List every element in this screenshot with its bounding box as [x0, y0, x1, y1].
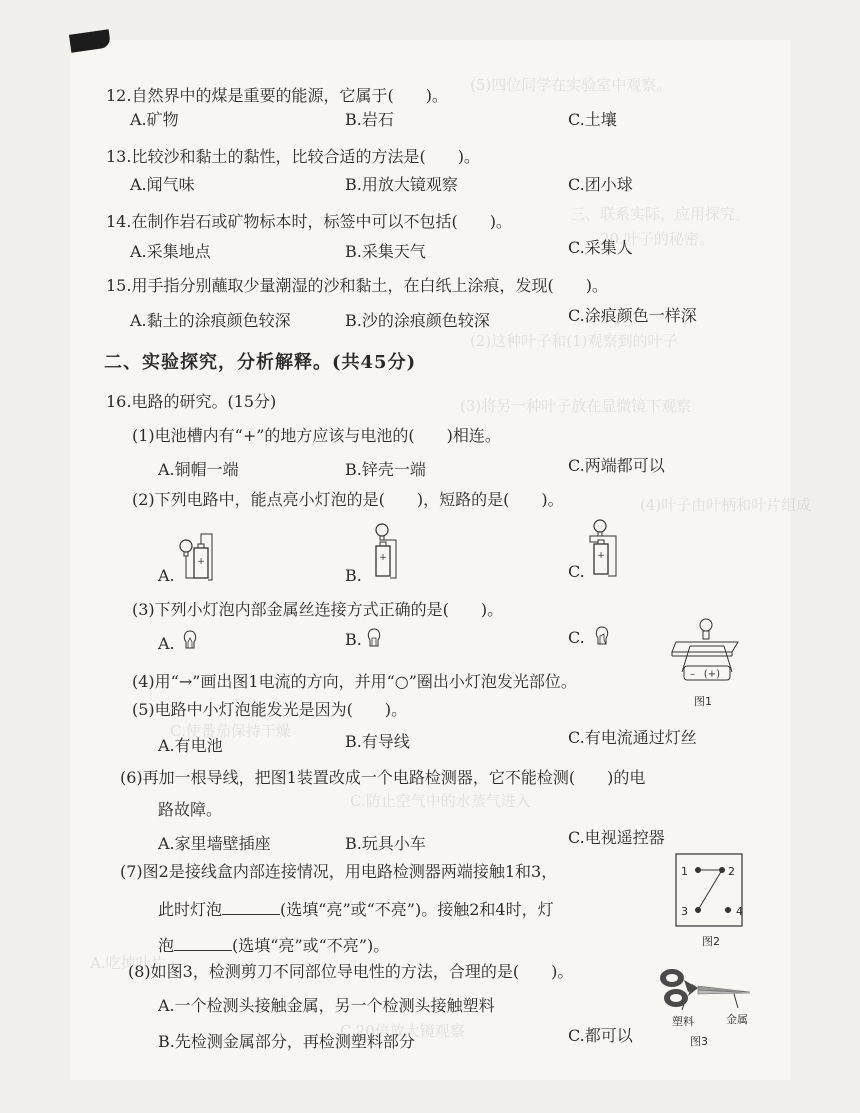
q16-part1-option-b[interactable]: B.锌壳一端	[345, 460, 426, 479]
q16-part6-option-a[interactable]: A.家里墙壁插座	[158, 834, 271, 853]
answer-blank-1[interactable]	[222, 900, 280, 915]
bleed-text: C.防止空气中的水蒸气进入	[350, 792, 531, 810]
figure-2-label-1: 1	[681, 865, 688, 878]
figure-2-label-2: 2	[728, 865, 735, 878]
question-12-option-a[interactable]: A.矿物	[130, 110, 179, 129]
bleed-text: (4)叶子由叶柄和叶片组成	[640, 496, 812, 514]
bleed-text: (5)四位同学在实验室中观察。	[470, 76, 672, 94]
q16-part8-stem: (8)如图3，检测剪刀不同部位导电性的方法，合理的是( )。	[128, 962, 574, 981]
figure-2-label-3: 3	[681, 905, 688, 918]
bulb-a-icon	[182, 630, 198, 652]
q16-part1-option-c[interactable]: C.两端都可以	[568, 456, 665, 475]
question-14-option-b[interactable]: B.采集天气	[345, 242, 426, 261]
q16-part3-stem: (3)下列小灯泡内部金属丝连接方式正确的是( )。	[132, 600, 504, 619]
q16-part2-option-b[interactable]: B.	[345, 566, 362, 585]
q16-part2-stem: (2)下列电路中，能点亮小灯泡的是( )，短路的是( )。	[132, 490, 564, 509]
question-15-option-a[interactable]: A.黏土的涂痕颜色较深	[130, 311, 291, 330]
q16-part8-option-b[interactable]: B.先检测金属部分，再检测塑料部分	[158, 1032, 415, 1051]
figure-2-label-4: 4	[736, 905, 743, 918]
question-12-option-b[interactable]: B.岩石	[345, 110, 394, 129]
figure-3-caption: 图3	[690, 1035, 708, 1048]
figure-3-metal-label: 金属	[726, 1013, 748, 1026]
q16-part5-option-a[interactable]: A.有电池	[158, 736, 223, 755]
svg-text:+: +	[597, 551, 605, 561]
answer-blank-2[interactable]	[174, 936, 232, 951]
q16-part1-option-a[interactable]: A.铜帽一端	[158, 460, 239, 479]
question-16-title: 16.电路的研究。(15分)	[106, 392, 277, 411]
svg-text:(+): (+)	[703, 669, 721, 680]
svg-text:–: –	[690, 669, 695, 680]
q16-part3-option-a[interactable]: A.	[158, 634, 175, 653]
question-13-stem: 13.比较沙和黏土的黏性，比较合适的方法是( )。	[106, 147, 480, 166]
question-13-option-a[interactable]: A.闻气味	[130, 175, 195, 194]
q16-part6-stem: (6)再加一根导线，把图1装置改成一个电路检测器，它不能检测( )的电	[120, 768, 646, 787]
figure-1-caption: 图1	[694, 695, 712, 708]
q16-part1-stem: (1)电池槽内有“+”的地方应该与电池的( )相连。	[132, 426, 501, 445]
figure-3-plastic-label: 塑料	[672, 1015, 694, 1028]
bleed-text: 20.叶子的秘密。	[600, 230, 714, 248]
q16-part3-option-b[interactable]: B.	[345, 630, 362, 649]
q16-part8-option-c[interactable]: C.都可以	[568, 1026, 633, 1045]
question-14-option-a[interactable]: A.采集地点	[130, 242, 211, 261]
q16-part6-option-b[interactable]: B.玩具小车	[345, 834, 426, 853]
q16-part3-option-c[interactable]: C.	[568, 628, 585, 647]
q16-part7-line1: (7)图2是接线盒内部连接情况，用电路检测器两端接触1和3，	[120, 862, 558, 881]
q16-part5-option-c[interactable]: C.有电流通过灯丝	[568, 728, 697, 747]
bulb-c-icon	[594, 626, 610, 648]
q16-part6-stem-continued: 路故障。	[158, 800, 223, 819]
q16-part5-option-b[interactable]: B.有导线	[345, 732, 410, 751]
question-13-option-b[interactable]: B.用放大镜观察	[345, 175, 458, 194]
question-13-option-c[interactable]: C.团小球	[568, 175, 633, 194]
circuit-b-diagram	[368, 520, 408, 582]
q16-part5-stem: (5)电路中小灯泡能发光是因为( )。	[132, 700, 408, 719]
figure-1-circuit	[672, 616, 742, 690]
bleed-text: C.使番茄保持干燥	[170, 722, 291, 740]
q16-part2-option-a[interactable]: A.	[158, 566, 175, 585]
circuit-a-diagram	[178, 528, 218, 584]
bleed-text: A.吃掉叶片	[90, 954, 166, 972]
bleed-text: (2)这种叶子和(1)观察到的叶子	[470, 332, 678, 350]
svg-text:+: +	[379, 553, 387, 563]
circuit-c-diagram	[586, 516, 626, 580]
figure-2-caption: 图2	[702, 935, 720, 948]
q16-part7-line2: 此时灯泡 (选填“亮”或“不亮”)。接触2和4时，灯	[158, 900, 554, 919]
question-12-option-c[interactable]: C.土壤	[568, 110, 617, 129]
q16-part6-option-c[interactable]: C.电视遥控器	[568, 828, 665, 847]
q16-part8-option-a[interactable]: A.一个检测头接触金属，另一个检测头接触塑料	[158, 996, 495, 1015]
question-15-option-c[interactable]: C.涂痕颜色一样深	[568, 306, 697, 325]
bleed-text: 三、联系实际，应用探究。	[570, 205, 751, 223]
bulb-b-icon	[366, 628, 382, 650]
question-12-stem: 12.自然界中的煤是重要的能源，它属于( )。	[106, 86, 448, 105]
question-15-option-b[interactable]: B.沙的涂痕颜色较深	[345, 311, 490, 330]
bleed-text: (3)将另一种叶子放在显微镜下观察	[460, 397, 692, 415]
q16-part4-stem: (4)用“→”画出图1电流的方向，并用“○”圈出小灯泡发光部位。	[132, 672, 577, 691]
q16-part7-line3: 泡 (选填“亮”或“不亮”)。	[158, 936, 390, 955]
svg-text:+: +	[197, 557, 205, 567]
section-2-heading: 二、实验探究，分析解释。(共45分)	[104, 352, 417, 373]
question-14-stem: 14.在制作岩石或矿物标本时，标签中可以不包括( )。	[106, 212, 512, 231]
question-14-option-c[interactable]: C.采集人	[568, 238, 633, 257]
figure-3-scissors-icon	[658, 966, 754, 1012]
bleed-text: C.20倍放大镜观察	[340, 1022, 465, 1040]
q16-part2-option-c[interactable]: C.	[568, 562, 585, 581]
question-15-stem: 15.用手指分别蘸取少量潮湿的沙和黏土，在白纸上涂痕，发现( )。	[106, 276, 608, 295]
